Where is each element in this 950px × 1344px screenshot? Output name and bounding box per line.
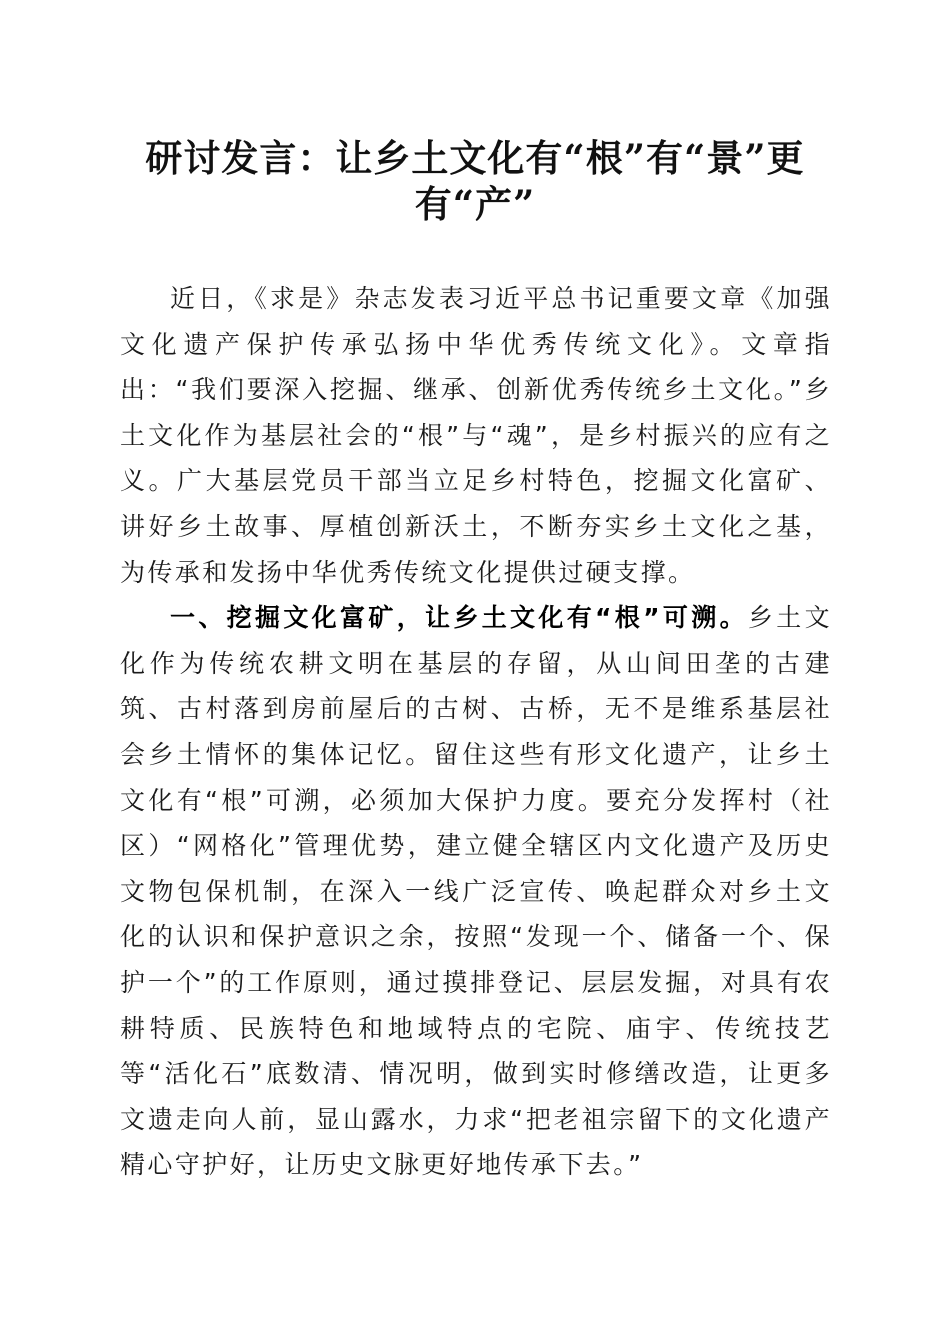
section-heading: 一、挖掘文化富矿，让乡土文化有“根”可溯。 — [170, 603, 748, 633]
paragraph-text: 近日，《求是》杂志发表习近平总书记重要文章《加强文化遗产保护传承弘扬中华优秀传统文化》。文章指出：“我们要深入挖掘、继承、创新优秀传统乡土文化。”乡土文化作为基层社会的“根”与“魂”，是乡村振兴的应有之义。广大基层党员干部当立足乡村特色，挖掘文化富矿、讲好乡土故事、厚植创新沃土，不断夯实乡土文化之基，为传承和发扬中华优秀传统文化提供过硬支撑。 — [120, 284, 832, 587]
document-body — [120, 276, 832, 1188]
paragraph-intro — [120, 276, 832, 595]
paragraph-text: 乡土文化作为传统农耕文明在基层的存留，从山间田垄的古建筑、古村落到房前屋后的古树、古桥，无不是维系基层社会乡土情怀的集体记忆。留住这些有形文化遗产，让乡土文化有“根”可溯，必须加大保护力度。要充分发挥村（社区）“网格化”管理优势，建立健全辖区内文化遗产及历史文物包保机制，在深入一线广泛宣传、唤起群众对乡土文化的认识和保护意识之余，按照“发现一个、储备一个、保护一个”的工作原则，通过摸排登记、层层发掘，对具有农耕特质、民族特色和地域特点的宅院、庙宇、传统技艺等“活化石”底数清、情况明，做到实时修缮改造，让更多文遗走向人前，显山露水，力求“把老祖宗留下的文化遗产精心守护好，让历史文脉更好地传承下去。” — [120, 603, 832, 1180]
title-line-1: 研讨发言：让乡土文化有“根”有“景”更 — [145, 136, 805, 180]
paragraph-section-1 — [120, 595, 832, 1188]
title-line-2: 有“产” — [414, 182, 536, 226]
document-title — [110, 135, 840, 227]
